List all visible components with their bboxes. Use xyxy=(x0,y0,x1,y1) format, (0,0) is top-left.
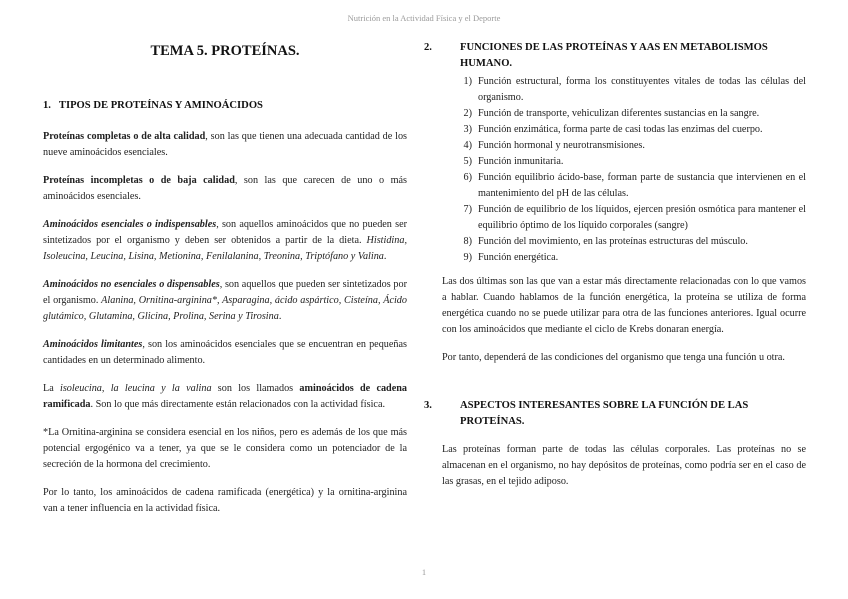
paragraph-aminoacidos-limitantes: Aminoácidos limitantes, son los aminoácidos esenciales que se encuentran en pequeñas cantidades en un determinado alimento. xyxy=(43,339,407,366)
paragraph-aminoacidos-esenciales: Aminoácidos esenciales o indispensables, son aquellos aminoácidos que no pueden ser sintetizados por el organismo y deben ser obtenidos a partir de la dieta. Histidina, Isoleucina, Leucina, Lisina, Metionina, Fenilalanina, Treonina, Triptófano y Valina. xyxy=(43,219,407,262)
list-item: 7) Función de equilibrio de los líquidos, ejercen presión osmótica para mantener el equilibrio óptimo de los líquido corporales (sangre) xyxy=(463,204,806,231)
paragraph-aminoacidos-no-esenciales: Aminoácidos no esenciales o dispensables, son aquellos que pueden ser sintetizados por el organismo. Alanina, Ornitina-arginina*, Asparagina, ácido aspártico, Cisteína, Ácido glutámico, Glutamina, Glicina, Prolina, Serina y Tirosina. xyxy=(43,279,407,322)
term: Proteínas completas o de alta calidad xyxy=(43,131,206,142)
paragraph-aspectos: Las proteínas forman parte de todas las células corporales. Las proteínas no se almacenan en el organismo, no hay depósitos de proteínas, como podría ser en el caso de las grasas, en el tejido adiposo. xyxy=(442,444,806,487)
section-3-heading: 3. ASPECTOS INTERESANTES SOBRE LA FUNCIÓN DE LAS PROTEÍNAS. xyxy=(424,400,749,427)
section-1-heading: 1. TIPOS DE PROTEÍNAS Y AMINOÁCIDOS xyxy=(43,100,263,111)
list-item: 9) Función energética. xyxy=(463,252,559,263)
paragraph-cadena-ramificada: La isoleucina, la leucina y la valina son los llamados aminoácidos de cadena ramificada. Son lo que más directamente están relacionados con la actividad física. xyxy=(43,383,408,410)
examples: Histidina, Isoleucina, Leucina, Lisina, Metionina, Fenilalanina, Treonina, Triptófano y Valina xyxy=(43,235,407,262)
section-2-heading: 2. FUNCIONES DE LAS PROTEÍNAS Y AAS EN METABOLISMOS HUMANO. xyxy=(424,42,768,69)
list-item: 5) Función inmunitaria. xyxy=(463,156,564,167)
list-item: 8) Función del movimiento, en las proteínas estructuras del músculo. xyxy=(463,236,748,247)
paragraph-proteinas-completas: Proteínas completas o de alta calidad, son las que tienen una adecuada cantidad de los nueve aminoácidos esenciales. xyxy=(43,131,407,158)
paragraph-funcion-energetica: Las dos últimas son las que van a estar más directamente relacionadas con lo que vamos a hablar. Cuando hablamos de la función energética, la proteína se utiliza de forma energética cuando no se puede utilizar para otra de las funciones anteriores. Igual ocurre con los aminoácidos que mediante el ciclo de Krebs donaran energía. xyxy=(442,276,806,335)
paragraph-conclusion: Por lo tanto, los aminoácidos de cadena ramificada (energética) y la ornitina-arginina van a tener influencia en la actividad física. xyxy=(43,487,407,514)
term: Aminoácidos esenciales o indispensables xyxy=(43,219,217,230)
list-item: 2) Función de transporte, vehiculizan diferentes sustancias en la sangre. xyxy=(463,108,760,119)
paragraph-proteinas-incompletas: Proteínas incompletas o de baja calidad, son las que carecen de uno o más aminoácidos esenciales. xyxy=(43,175,407,202)
right-column xyxy=(424,40,806,502)
left-column xyxy=(43,40,407,529)
running-header: Nutrición en la Actividad Física y el Deporte xyxy=(347,13,501,23)
functions-list xyxy=(442,74,806,266)
document-title: TEMA 5. PROTEÍNAS. xyxy=(150,43,300,59)
paragraph-ornitina-note: *La Ornitina-arginina se considera esencial en los niños, pero es además de los que más potencial ergogénico va a tener, ya que se le considera como un potenciador de la secreción de la hormona del crecimiento. xyxy=(43,427,407,470)
term: Aminoácidos limitantes xyxy=(43,339,143,350)
term: Aminoácidos no esenciales o dispensables xyxy=(43,279,220,290)
list-item: 3) Función enzimática, forma parte de casi todas las enzimas del cuerpo. xyxy=(463,124,763,135)
examples: Alanina, Ornitina-arginina*, Asparagina, ácido aspártico, Cisteína, Ácido glutámico, Glutamina, Glicina, Prolina, Serina y Tirosina xyxy=(43,295,407,322)
term: Proteínas incompletas o de baja calidad xyxy=(43,175,235,186)
list-item: 1) Función estructural, forma los constituyentes vitales de todas las células del organismo. xyxy=(463,76,806,103)
paragraph-condiciones: Por tanto, dependerá de las condiciones del organismo que tenga una función u otra. xyxy=(442,352,785,363)
list-item: 4) Función hormonal y neurotransmisiones. xyxy=(463,140,645,151)
page-number: 1 xyxy=(421,567,427,577)
list-item: 6) Función equilibrio ácido-base, forman parte de sustancia que intervienen en el mantenimiento del pH de las células. xyxy=(463,172,806,199)
